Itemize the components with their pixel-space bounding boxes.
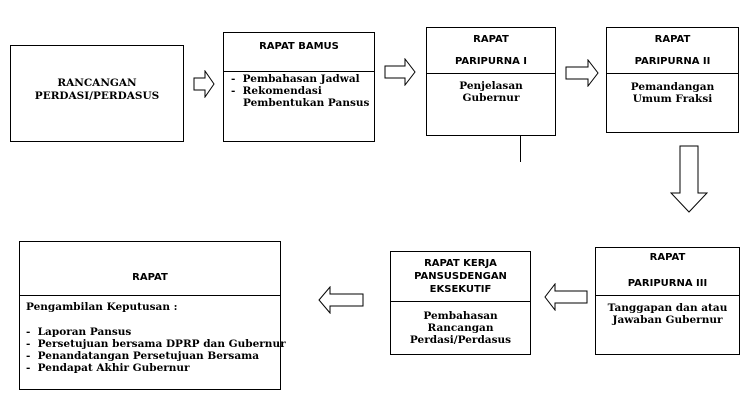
rapat-keputusan-intro: Pengambilan Keputusan : [26,301,178,313]
list-item: - Pembahasan Jadwal [231,73,360,85]
arrow-down-icon [670,145,708,213]
rancangan-line2: PERDASI/PERDASUS [34,90,160,102]
rapat-keputusan-divider [20,295,280,296]
list-item: - Rekomendasi [231,85,322,97]
paripurna-1-body-line1: Penjelasan [459,80,523,92]
paripurna-2-body-line2: Umum Fraksi [632,93,713,105]
rapat-kerja-title-line1: RAPAT KERJA [424,258,497,269]
paripurna-1-title-line2: PARIPURNA I [454,56,528,67]
arrow-right-icon [384,58,416,86]
rapat-kerja-title-line3: EKSEKUTIF [429,284,492,295]
rapat-bamus-list [231,73,369,109]
rapat-keputusan-list [26,326,286,374]
list-item: - Persetujuan bersama DPRP dan Gubernur [26,338,286,350]
paripurna-2-title-line1: RAPAT [654,34,691,45]
rapat-bamus-title: RAPAT BAMUS [259,41,339,52]
list-item: - Penandatangan Persetujuan Bersama [26,350,260,362]
rancangan-perdasi-box [10,45,184,142]
rapat-kerja-divider [391,301,530,302]
arrow-right-icon [193,70,215,98]
rapat-keputusan-box [19,241,286,390]
rapat-bamus-box [223,32,375,142]
arrow-left-icon [318,286,364,314]
arrow-left-icon [544,283,588,311]
rapat-keputusan-title: RAPAT [132,272,168,283]
rapat-bamus-divider [224,71,374,72]
list-item-continued: Pembentukan Pansus [243,97,370,109]
rapat-paripurna-2-box [606,27,739,133]
arrow-right-icon [565,59,599,87]
paripurna-2-divider [607,73,738,74]
rapat-kerja-body-line2: Rancangan [427,322,494,334]
rapat-paripurna-3-box [595,247,740,355]
paripurna-1-connector-line [520,136,521,162]
paripurna-2-title-line2: PARIPURNA II [634,56,711,67]
paripurna-3-body-line2: Jawaban Gubernur [612,314,723,326]
paripurna-3-title-line2: PARIPURNA III [627,278,708,289]
paripurna-3-title-line1: RAPAT [649,252,686,263]
rancangan-line1: RANCANGAN [57,77,137,89]
rapat-kerja-body-line3: Perdasi/Perdasus [409,334,512,346]
list-item: - Laporan Pansus [26,326,132,338]
paripurna-1-body-line2: Gubernur [462,92,520,104]
rapat-kerja-body-line1: Pembahasan [423,310,498,322]
paripurna-1-divider [427,73,555,74]
list-item: - Pendapat Akhir Gubernur [26,362,190,374]
paripurna-1-title-line1: RAPAT [473,34,509,45]
paripurna-3-body-line1: Tanggapan dan atau [607,302,728,314]
paripurna-3-divider [596,295,739,296]
paripurna-2-body-line1: Pemandangan [630,81,715,93]
rapat-paripurna-1-box [426,27,556,136]
rapat-kerja-box [390,251,531,355]
rapat-kerja-title-line2: PANSUSDENGAN [414,271,507,282]
